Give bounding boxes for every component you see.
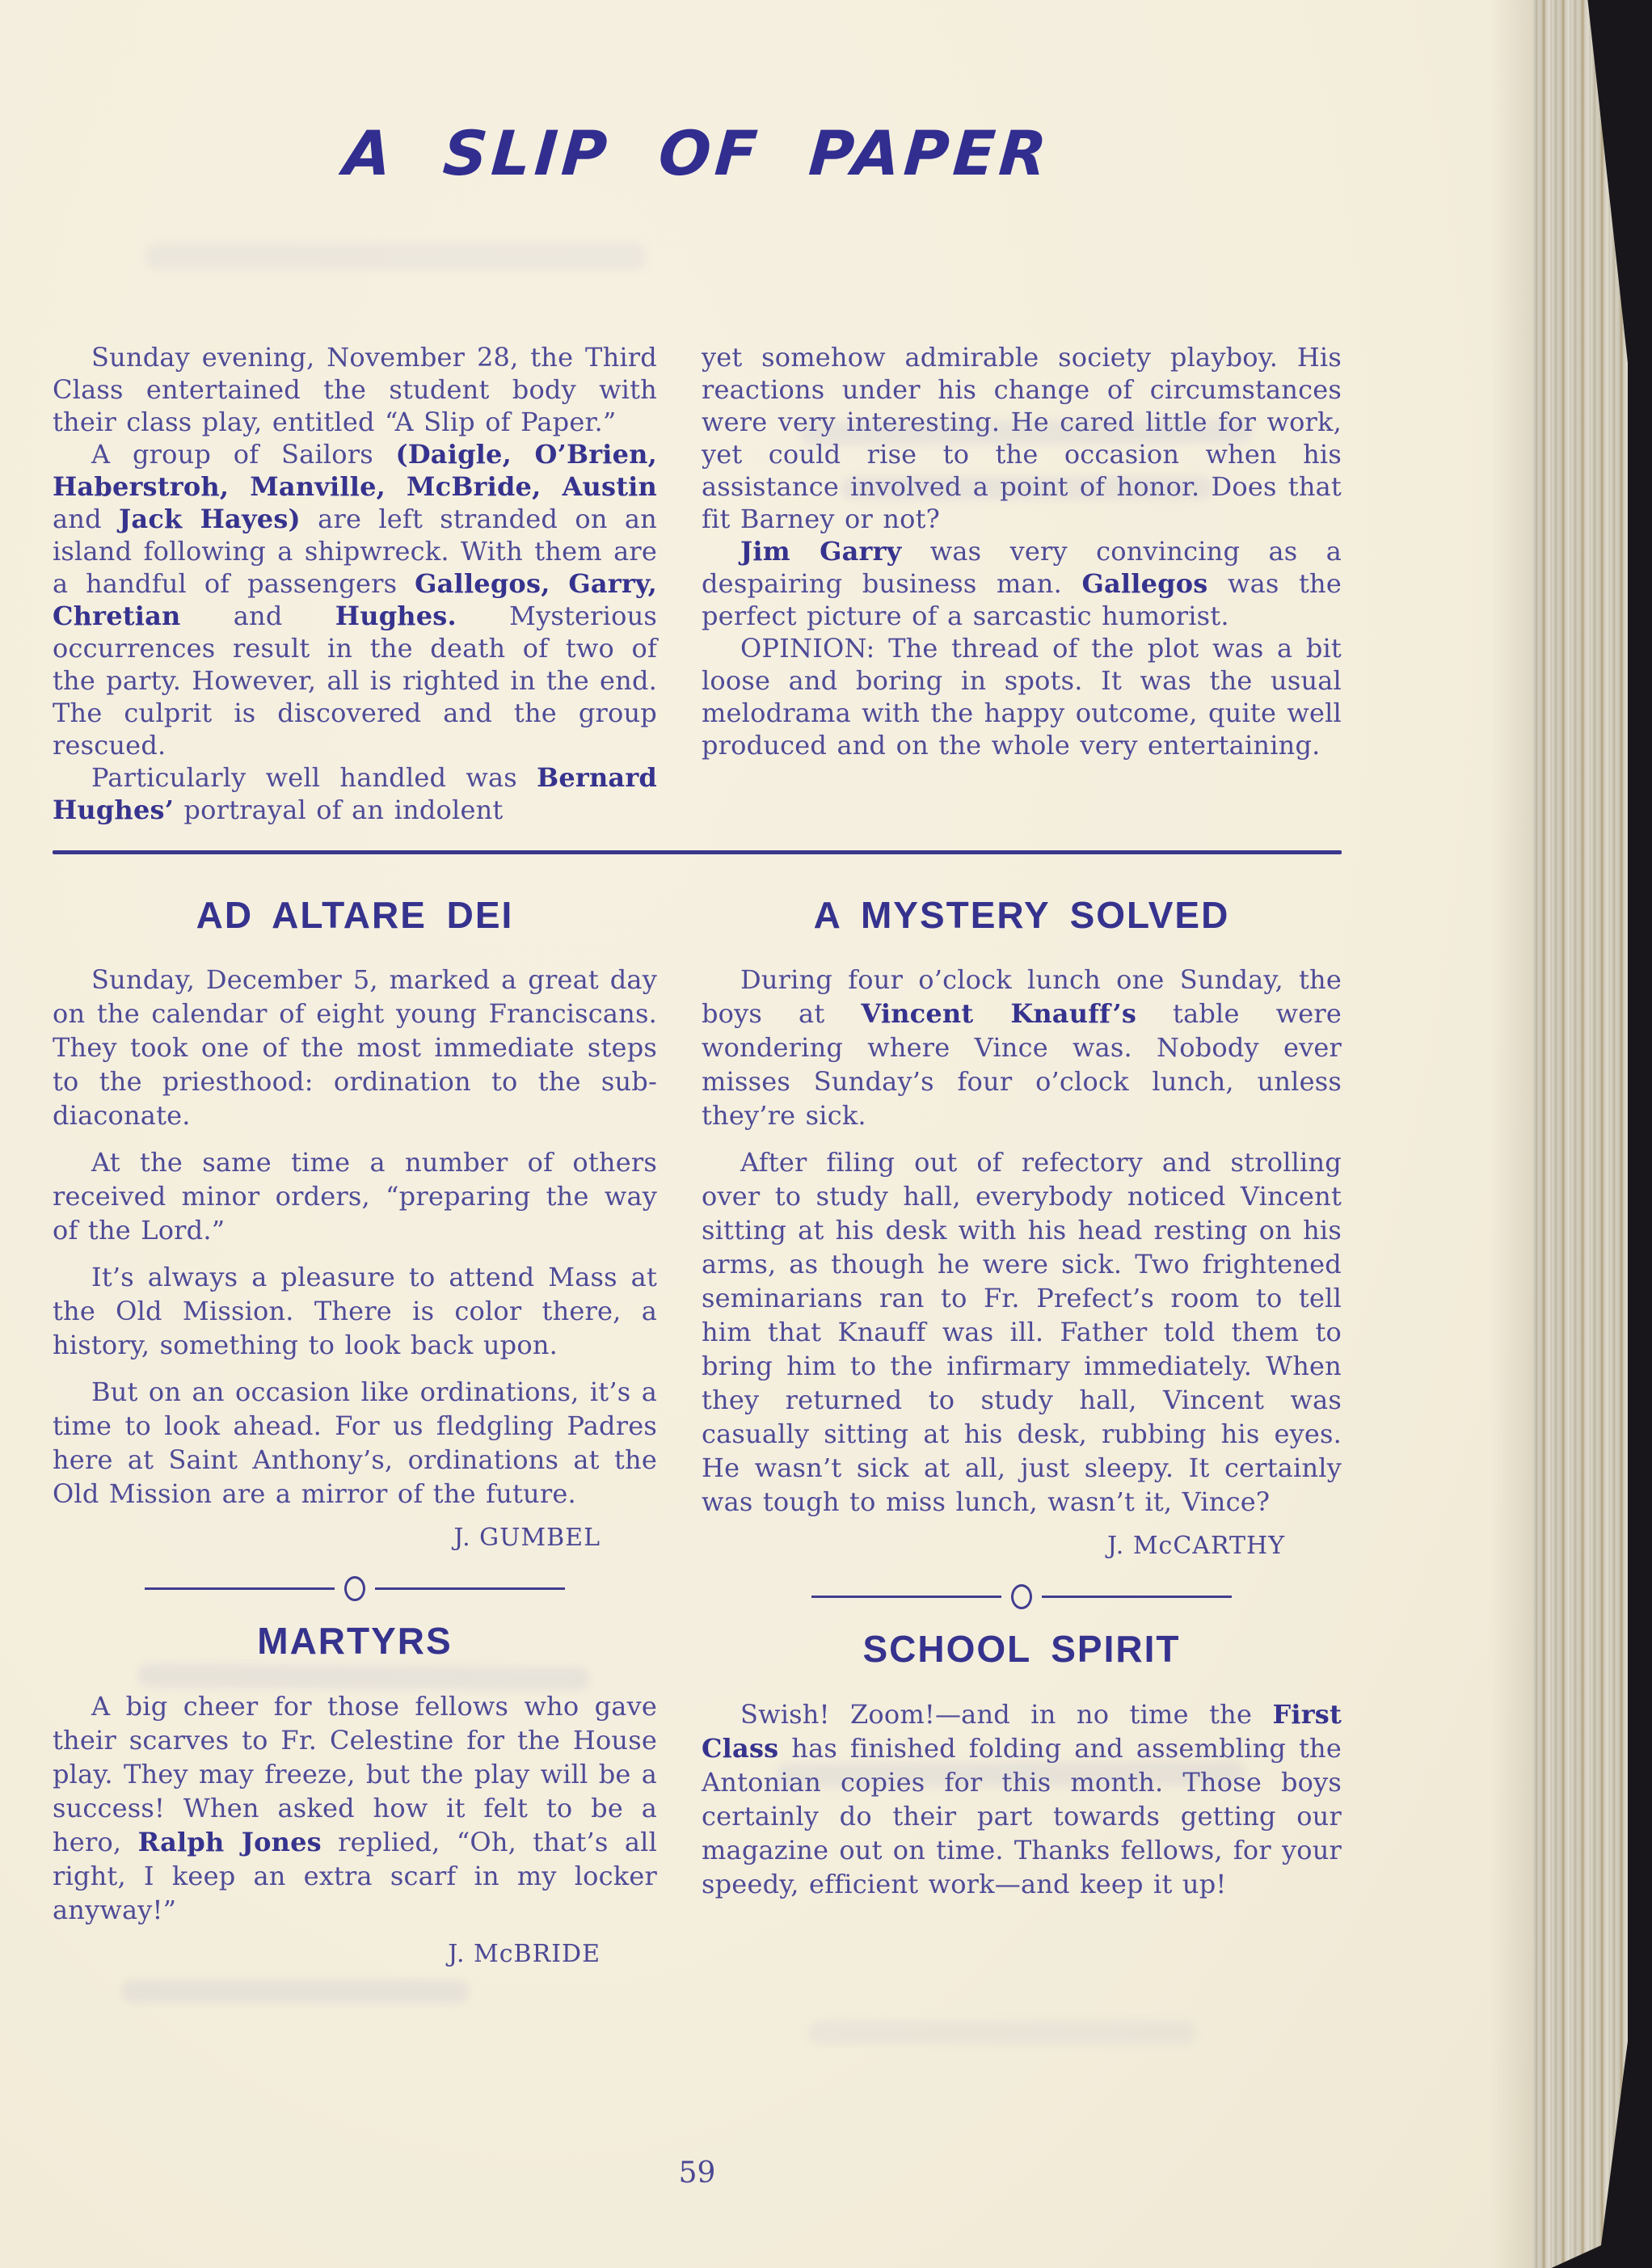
paragraph: Particularly well handled was Bernard Hughes’ portrayal of an indolent	[53, 761, 657, 825]
paragraph: OPINION: The thread of the plot was a bit loose and boring in spots. It was the usual melodrama with the happy outcome, quite well produced and on the whole very entertaining.	[702, 632, 1342, 761]
lower-column-left	[53, 875, 657, 1979]
page-number: 59	[678, 2156, 716, 2190]
paragraph: After filing out of refectory and strolling over to study hall, everybody noticed Vincent sitting at his desk with his head resting on his arms, as though he were sick. Two frightened seminarians ran to Fr. Prefect’s room to tell him that Knauff was ill. Father told them to bring him to the infirmary immediately. When they returned to study hall, Vincent was casually sitting at his desk, rubbing his eyes. He wasn’t sick at all, just sleepy. It certainly was tough to miss lunch, wasn’t it, Vince?	[702, 1147, 1342, 1518]
article-a-slip-of-paper	[53, 341, 1342, 826]
paragraph: Sunday, December 5, marked a great day on the calendar of eight young Franciscans. They took one of the most immediate steps to the priesthood: ordination to the sub-diaconate.	[53, 964, 657, 1132]
section-divider	[145, 1576, 565, 1601]
section-title-ad-altare-dei: AD ALTARE DEI	[196, 893, 514, 936]
page-content	[53, 0, 1342, 1979]
paper-edge-shading	[1490, 0, 1538, 2268]
divider-circle-icon	[344, 1576, 365, 1601]
paragraph: A group of Sailors (Daigle, O’Brien, Haberstroh, Manville, McBride, Austin and Jack Hayes) are left stranded on an island following a shipwreck. With them are a handful of passengers Gallegos, Garry, Chretian and Hughes. Mysterious occurrences result in the death of two of the party. However, all is righted in the end. The culprit is discovered and the group rescued.	[53, 438, 658, 761]
article-column-right	[702, 341, 1342, 826]
section-martyrs	[53, 1621, 657, 1968]
paragraph: Sunday evening, November 28, the Third Class entertained the student body with their class play, entitled “A Slip of Paper.”	[53, 341, 657, 437]
section-divider	[811, 1584, 1232, 1609]
section-a-mystery-solved	[702, 895, 1342, 1561]
article-column-left	[53, 341, 657, 826]
divider-circle-icon	[1011, 1584, 1032, 1609]
show-through	[808, 2021, 1196, 2045]
section-school-spirit	[702, 1629, 1342, 1901]
paragraph: Swish! Zoom!—and in no time the First Class has finished folding and assembling the Antonian copies for this month. Those boys certainly do their part towards getting our magazine out on time. Thanks fellows, for your speedy, efficient work—and keep it up!	[702, 1698, 1342, 1899]
section-title-a-mystery-solved: A MYSTERY SOLVED	[813, 893, 1230, 936]
paragraph: But on an occasion like ordinations, it’s a time to look ahead. For us fledgling Padres here at Saint Anthony’s, ordinations at the Old Mission are a mirror of the future.	[53, 1376, 657, 1510]
signature: J. GUMBEL	[453, 1524, 601, 1553]
section-title-school-spirit: SCHOOL SPIRIT	[862, 1628, 1181, 1671]
paragraph: During four o’clock lunch one Sunday, the boys at Vincent Knauff’s table were wondering where Vince was. Nobody ever misses Sunday’s four o’clock lunch, unless they’re sick.	[702, 964, 1342, 1132]
paragraph: At the same time a number of others received minor orders, “preparing the way of the Lord.”	[53, 1147, 657, 1246]
page-title: A SLIP OF PAPER	[341, 117, 1053, 189]
paragraph: Jim Garry was very convincing as a despairing business man. Gallegos was the perfect picture of a sarcastic humorist.	[702, 535, 1342, 631]
section-ad-altare-dei	[53, 895, 657, 1553]
paragraph: yet somehow admirable society playboy. His reactions under his change of circumstances were very interesting. He cared little for work, yet could rise to the occasion when his assistance involved a point of honor. Does that fit Barney or not?	[702, 341, 1342, 534]
book-page-edges	[1532, 0, 1628, 2268]
signature: J. McBRIDE	[448, 1939, 601, 1968]
paragraph: A big cheer for those fellows who gave their scarves to Fr. Celestine for the House play. They may freeze, but the play will be a success! When asked how it felt to be a hero, Ralph Jones replied, “Oh, that’s all right, I keep an extra scarf in my locker anyway!”	[53, 1690, 657, 1925]
paragraph: It’s always a pleasure to attend Mass at the Old Mission. There is color there, a history, something to look back upon.	[53, 1262, 657, 1361]
lower-sections	[53, 875, 1342, 1979]
horizontal-rule	[53, 850, 1342, 854]
signature: J. McCARTHY	[1107, 1532, 1285, 1561]
show-through	[121, 1980, 469, 2003]
section-title-martyrs: MARTYRS	[257, 1620, 453, 1663]
lower-column-right	[702, 875, 1342, 1979]
